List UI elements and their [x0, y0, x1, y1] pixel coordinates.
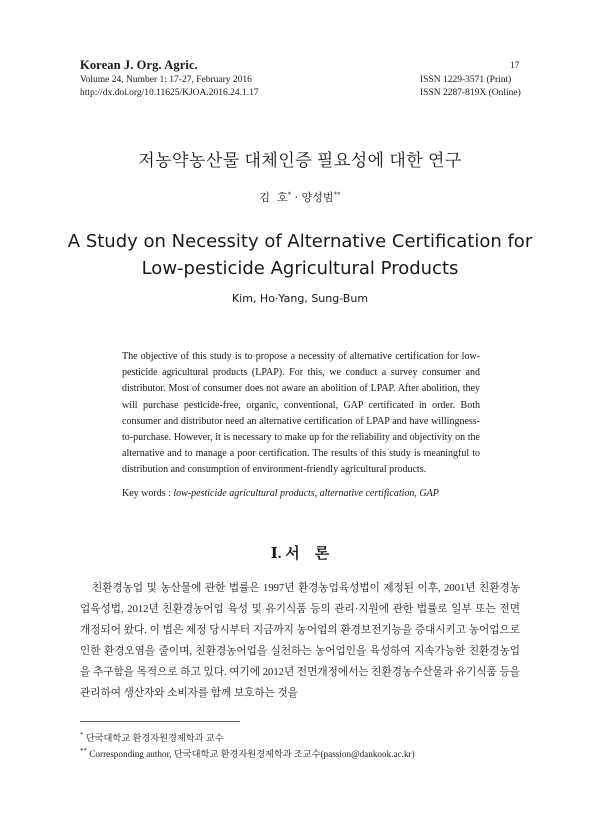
keywords-label: Key words : — [122, 488, 171, 499]
footnote-1 — [80, 730, 224, 744]
footnote-1-mark: * — [80, 730, 84, 739]
intro-paragraph — [80, 578, 520, 705]
volume-line: Volume 24, Number 1: 17-27, February 2016 — [80, 75, 252, 85]
english-title-line-1: A Study on Necessity of Alternative Certification for — [67, 231, 533, 252]
footnote-1-text: 단국대학교 환경자원경제학과 교수 — [85, 733, 224, 743]
footnote-2-text: Corresponding author, 단국대학교 환경자원경제학과 조교수(passion@dankook.ac.kr) — [89, 749, 415, 759]
author-1-mark: * — [287, 190, 292, 199]
intro-text: 친환경농업 및 농산물에 관한 법률은 1997년 환경농업육성법이 제정된 이후, 2001년 친환경농업육성법, 2012년 친환경농어업 육성 및 유기식품 등의 관리·지원에 관한 법률로 일부 또는 전면 개정되어 왔다. 이 법은 제정 당시부터 지금까지 농어업의 환경보전기능을 증대시키고 농어업으로 인한 환경오염을 줄이며, 친환경농어업을 실천하는 농어업인을 육성하여 지속가능한 친환경농업을 추구함을 목적으로 하고 있다. 여기에 2012년 전면개정에서는 친환경농수산물과 유기식품 등을 관리하여 생산자와 소비자를 함께 보호하는 것을 — [80, 583, 520, 700]
korean-authors — [0, 189, 600, 205]
author-separator: · — [294, 191, 299, 204]
issn-print: ISSN 1229-3571 (Print) — [420, 75, 512, 85]
footnote-divider — [80, 721, 240, 722]
abstract: The objective of this study is to propose a necessity of alternative certification for low-pesticide agricultural products (LPAP). For this, we conduct a survey consumer and distributor. Most of consumer does not aware an abolition of LPAP. After abolition, they will purchase pesticide-free, organic, conventional, GAP certificated in order. Both consumer and distributor need an alternative certification of LPAP and have willingness-to-purchase. However, it is necessary to make up for the reliability and objectivity on the alternative and to manage a poor certification. The results of this study is meaningful to distribution and consumption of environment-friendly agricultural products. — [122, 351, 480, 476]
footnote-2-mark: ** — [80, 746, 87, 755]
doi-link[interactable]: http://dx.doi.org/10.11625/KJOA.2016.24.1.17 — [80, 88, 259, 98]
english-title — [0, 228, 600, 282]
korean-title: 저농약농산물 대체인증 필요성에 대한 연구 — [138, 151, 462, 170]
author-2-mark: ** — [333, 190, 341, 199]
english-authors: Kim, Ho·Yang, Sung-Bum — [231, 292, 369, 305]
footnote-2 — [80, 746, 415, 760]
english-title-line-2: Low-pesticide Agricultural Products — [141, 258, 459, 279]
korean-author-1: 김 호 — [259, 191, 288, 204]
section-heading: Ⅰ. 서 론 — [270, 546, 330, 562]
page-number: 17 — [510, 61, 520, 71]
keywords — [122, 488, 482, 499]
keywords-values: low-pesticide agricultural products, alternative certification, GAP — [173, 488, 439, 499]
korean-author-2: 양성범 — [301, 191, 334, 204]
issn-online: ISSN 2287-819X (Online) — [420, 88, 521, 98]
journal-name: Korean J. Org. Agric. — [80, 58, 198, 72]
